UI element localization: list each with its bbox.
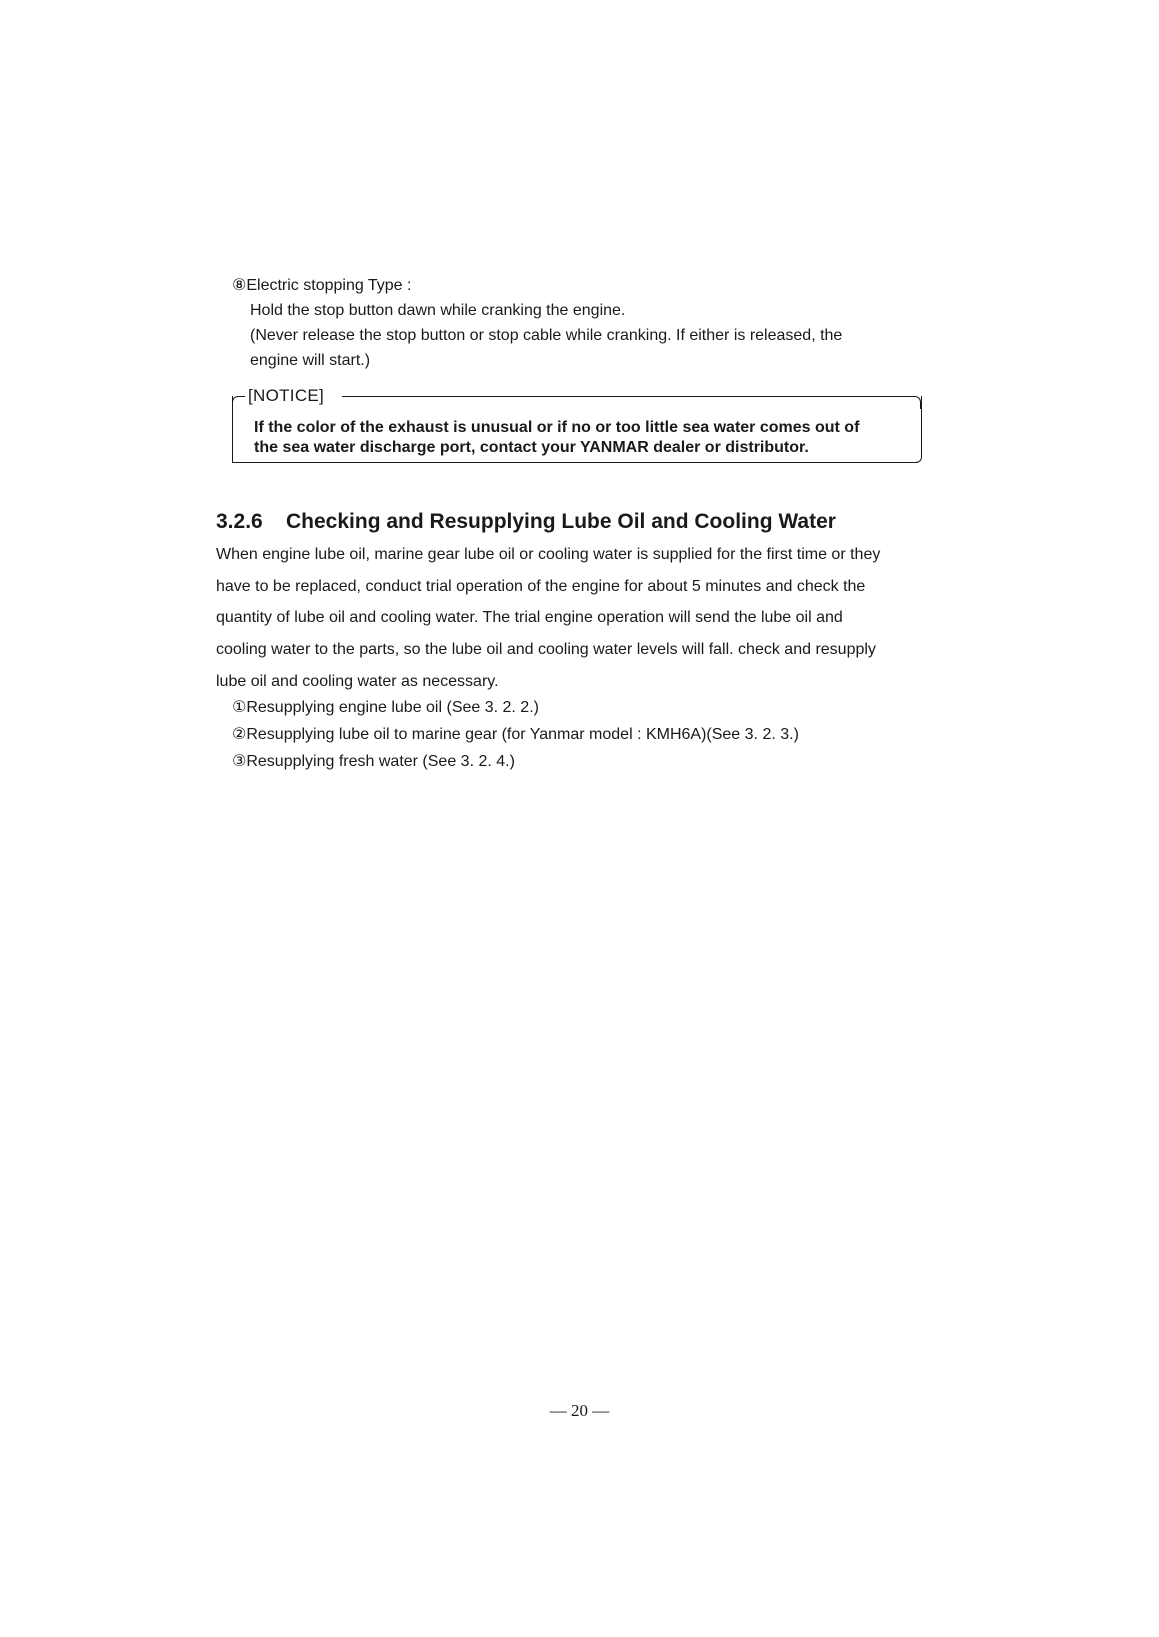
notice-top-rule xyxy=(342,396,909,397)
paragraph-line: lube oil and cooling water as necessary. xyxy=(216,673,499,690)
paragraph-line: When engine lube oil, marine gear lube oil or cooling water is supplied for the first time or they xyxy=(216,546,881,563)
item-8-instruction: Hold the stop button dawn while cranking the engine. xyxy=(250,302,626,319)
step-item: ①Resupplying engine lube oil (See 3. 2. 2.) xyxy=(232,699,539,716)
notice-box-corner xyxy=(908,396,921,409)
section-title: Checking and Resupplying Lube Oil and Cooling Water xyxy=(286,510,836,533)
step-item: ②Resupplying lube oil to marine gear (for Yanmar model : KMH6A)(See 3. 2. 3.) xyxy=(232,726,799,743)
item-8-heading: ⑧Electric stopping Type : xyxy=(232,277,412,294)
item-8-caution-line-2: engine will start.) xyxy=(250,352,371,369)
paragraph-line: quantity of lube oil and cooling water. The trial engine operation will send the lube oil and xyxy=(216,609,843,626)
paragraph-line: have to be replaced, conduct trial operation of the engine for about 5 minutes and check the xyxy=(216,578,866,595)
step-item: ③Resupplying fresh water (See 3. 2. 4.) xyxy=(232,753,515,770)
paragraph-line: cooling water to the parts, so the lube oil and cooling water levels will fall. check and resupply xyxy=(216,641,876,658)
notice-text-line-1: If the color of the exhaust is unusual or if no or too little sea water comes out of xyxy=(254,419,860,436)
section-number: 3.2.6 xyxy=(216,510,263,533)
notice-text-line-2: the sea water discharge port, contact your YANMAR dealer or distributor. xyxy=(254,439,809,456)
notice-title: [NOTICE] xyxy=(246,386,328,406)
item-8-caution-line-1: (Never release the stop button or stop cable while cranking. If either is released, the xyxy=(250,327,843,344)
section-heading xyxy=(216,508,836,536)
page-number: — 20 — xyxy=(549,1401,610,1420)
notice-box-corner xyxy=(232,396,245,407)
